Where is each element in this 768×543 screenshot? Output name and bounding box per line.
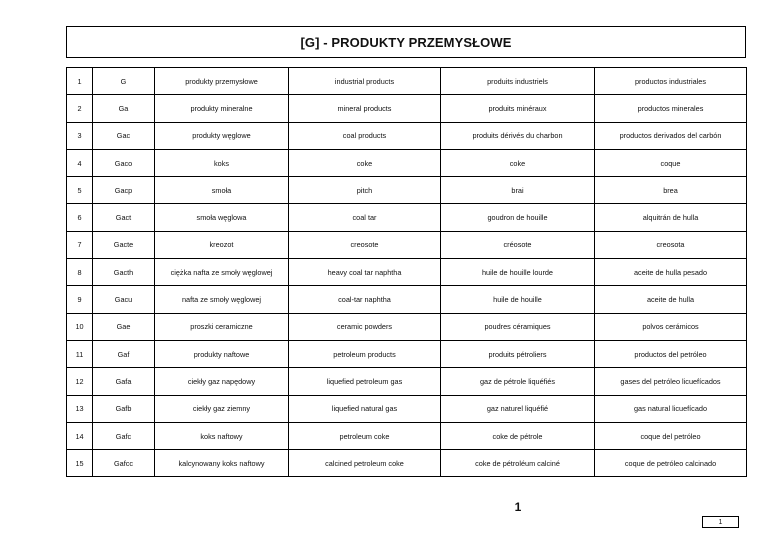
terms-table (66, 67, 747, 477)
table-row (67, 368, 747, 395)
row-number-cell: 14 (67, 422, 93, 449)
code-cell: Gafb (93, 395, 155, 422)
french-term-cell: produits pétroliers (441, 340, 595, 367)
spanish-term-cell: coque del petróleo (595, 422, 747, 449)
code-cell: Gae (93, 313, 155, 340)
english-term-cell: coal tar (289, 204, 441, 231)
row-number-cell: 6 (67, 204, 93, 231)
row-number-cell: 8 (67, 259, 93, 286)
english-term-cell: liquefied petroleum gas (289, 368, 441, 395)
english-term-cell: coke (289, 149, 441, 176)
spanish-term-cell: creosota (595, 231, 747, 258)
code-cell: Gacte (93, 231, 155, 258)
polish-term-cell: produkty naftowe (155, 340, 289, 367)
english-term-cell: petroleum coke (289, 422, 441, 449)
spanish-term-cell: aceite de hulla (595, 286, 747, 313)
french-term-cell: poudres céramiques (441, 313, 595, 340)
page-number-box: 1 (702, 516, 739, 528)
code-cell: Gact (93, 204, 155, 231)
french-term-cell: huile de houille lourde (441, 259, 595, 286)
code-cell: Gafc (93, 422, 155, 449)
english-term-cell: petroleum products (289, 340, 441, 367)
polish-term-cell: produkty węglowe (155, 122, 289, 149)
polish-term-cell: ciekły gaz ziemny (155, 395, 289, 422)
row-number-cell: 2 (67, 95, 93, 122)
french-term-cell: créosote (441, 231, 595, 258)
spanish-term-cell: gases del petróleo licuefícados (595, 368, 747, 395)
table-row (67, 259, 747, 286)
table-row (67, 95, 747, 122)
english-term-cell: liquefied natural gas (289, 395, 441, 422)
french-term-cell: coke de pétroléum calciné (441, 450, 595, 477)
row-number-cell: 13 (67, 395, 93, 422)
polish-term-cell: smoła (155, 177, 289, 204)
code-cell: G (93, 68, 155, 95)
spanish-term-cell: brea (595, 177, 747, 204)
polish-term-cell: proszki ceramiczne (155, 313, 289, 340)
row-number-cell: 9 (67, 286, 93, 313)
spanish-term-cell: coque (595, 149, 747, 176)
table-row (67, 450, 747, 477)
polish-term-cell: koks naftowy (155, 422, 289, 449)
row-number-cell: 12 (67, 368, 93, 395)
row-number-cell: 5 (67, 177, 93, 204)
polish-term-cell: ciekły gaz napędowy (155, 368, 289, 395)
french-term-cell: produits industriels (441, 68, 595, 95)
polish-term-cell: kalcynowany koks naftowy (155, 450, 289, 477)
table-row (67, 122, 747, 149)
code-cell: Gacu (93, 286, 155, 313)
table-row (67, 313, 747, 340)
page-number: 1 (514, 500, 522, 514)
row-number-cell: 3 (67, 122, 93, 149)
french-term-cell: goudron de houille (441, 204, 595, 231)
english-term-cell: heavy coal tar naphtha (289, 259, 441, 286)
spanish-term-cell: productos industriales (595, 68, 747, 95)
row-number-cell: 4 (67, 149, 93, 176)
row-number-cell: 11 (67, 340, 93, 367)
polish-term-cell: smoła węglowa (155, 204, 289, 231)
english-term-cell: coal-tar naphtha (289, 286, 441, 313)
spanish-term-cell: productos del petróleo (595, 340, 747, 367)
table-row (67, 231, 747, 258)
page-title: [G] - PRODUKTY PRZEMYSŁOWE (66, 26, 746, 58)
spanish-term-cell: polvos cerámicos (595, 313, 747, 340)
code-cell: Gac (93, 122, 155, 149)
spanish-term-cell: productos derivados del carbón (595, 122, 747, 149)
french-term-cell: coke (441, 149, 595, 176)
row-number-cell: 15 (67, 450, 93, 477)
polish-term-cell: kreozot (155, 231, 289, 258)
french-term-cell: produits minéraux (441, 95, 595, 122)
table-row (67, 68, 747, 95)
polish-term-cell: ciężka nafta ze smoły węglowej (155, 259, 289, 286)
code-cell: Gacp (93, 177, 155, 204)
table-row (67, 395, 747, 422)
table-row (67, 340, 747, 367)
spanish-term-cell: coque de petróleo calcinado (595, 450, 747, 477)
table-row (67, 422, 747, 449)
french-term-cell: huile de houille (441, 286, 595, 313)
terms-table-body (67, 68, 747, 477)
english-term-cell: coal products (289, 122, 441, 149)
french-term-cell: brai (441, 177, 595, 204)
spanish-term-cell: aceite de hulla pesado (595, 259, 747, 286)
english-term-cell: industrial products (289, 68, 441, 95)
french-term-cell: produits dérivés du charbon (441, 122, 595, 149)
row-number-cell: 7 (67, 231, 93, 258)
row-number-cell: 10 (67, 313, 93, 340)
polish-term-cell: produkty przemysłowe (155, 68, 289, 95)
table-row (67, 286, 747, 313)
code-cell: Gaf (93, 340, 155, 367)
table-row (67, 177, 747, 204)
spanish-term-cell: gas natural licuefícado (595, 395, 747, 422)
french-term-cell: gaz naturel liquéfié (441, 395, 595, 422)
code-cell: Gaco (93, 149, 155, 176)
english-term-cell: pitch (289, 177, 441, 204)
code-cell: Ga (93, 95, 155, 122)
english-term-cell: creosote (289, 231, 441, 258)
table-row (67, 204, 747, 231)
english-term-cell: mineral products (289, 95, 441, 122)
code-cell: Gafcc (93, 450, 155, 477)
spanish-term-cell: productos minerales (595, 95, 747, 122)
code-cell: Gafa (93, 368, 155, 395)
polish-term-cell: nafta ze smoły węglowej (155, 286, 289, 313)
spanish-term-cell: alquitrán de hulla (595, 204, 747, 231)
french-term-cell: coke de pétrole (441, 422, 595, 449)
french-term-cell: gaz de pétrole liquéfiés (441, 368, 595, 395)
code-cell: Gacth (93, 259, 155, 286)
english-term-cell: ceramic powders (289, 313, 441, 340)
english-term-cell: calcined petroleum coke (289, 450, 441, 477)
polish-term-cell: koks (155, 149, 289, 176)
row-number-cell: 1 (67, 68, 93, 95)
table-row (67, 149, 747, 176)
polish-term-cell: produkty mineralne (155, 95, 289, 122)
